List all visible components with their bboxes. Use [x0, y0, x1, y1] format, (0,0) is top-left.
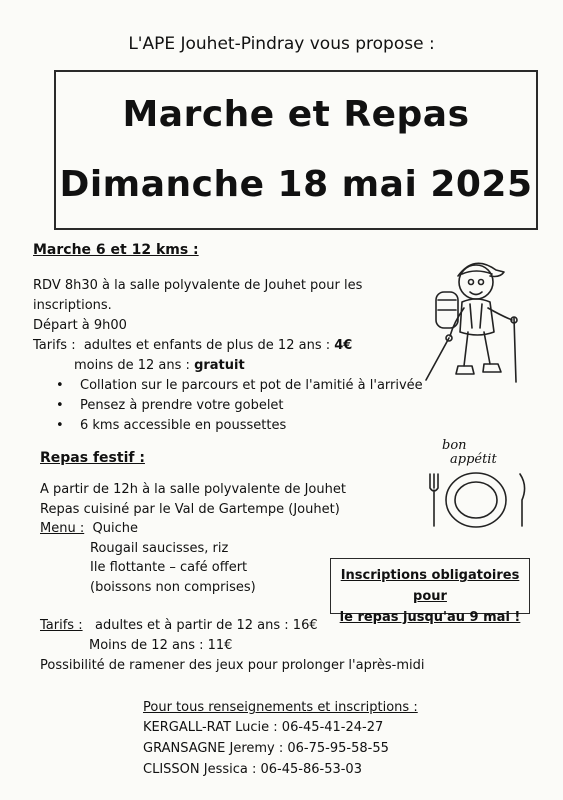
inscriptions-note-line2: le repas jusqu'au 9 mai !	[339, 610, 521, 625]
repas-tarif-child: Moins de 12 ans : 11€	[89, 638, 233, 653]
contact-person: CLISSON Jessica : 06-45-86-53-03	[143, 762, 362, 777]
contact-person: GRANSAGNE Jeremy : 06-75-95-58-55	[143, 741, 389, 756]
intro-text: L'APE Jouhet-Pindray vous propose :	[128, 34, 435, 54]
title-box	[54, 70, 538, 230]
marche-bullet	[56, 396, 284, 416]
marche-header: Marche 6 et 12 kms :	[33, 242, 199, 258]
repas-header: Repas festif :	[40, 450, 145, 466]
hiker-illustration-icon	[418, 252, 528, 394]
marche-tarif-child-text: moins de 12 ans :	[74, 358, 195, 373]
repas-menu-label	[40, 519, 138, 539]
marche-rdv-line2: inscriptions.	[33, 298, 112, 313]
marche-depart: Départ à 9h00	[33, 318, 127, 333]
title-line-2: Dimanche 18 mai 2025	[59, 164, 533, 205]
marche-bullet	[56, 376, 423, 396]
repas-tarif-adult-text: adultes et à partir de 12 ans : 16€	[94, 618, 318, 633]
contact-person: KERGALL-RAT Lucie : 06-45-41-24-27	[143, 720, 384, 735]
marche-tarif-adult	[33, 336, 352, 356]
bon-appetit-word2: appétit	[450, 452, 497, 467]
marche-bullet-text: Pensez à prendre votre gobelet	[80, 398, 284, 413]
marche-tarif-child-price: gratuit	[194, 358, 245, 373]
marche-tarif-adult-price: 4€	[334, 338, 353, 353]
menu-item: Quiche	[92, 521, 138, 536]
menu-item: (boissons non comprises)	[90, 580, 256, 595]
repas-line1: A partir de 12h à la salle polyvalente de Jouhet	[40, 482, 346, 497]
repas-tarif-adult	[40, 616, 318, 636]
inscriptions-note-line1: Inscriptions obligatoires pour	[340, 568, 520, 604]
marche-bullet-text: Collation sur le parcours et pot de l'amitié à l'arrivée	[80, 378, 423, 393]
marche-bullet-text: 6 kms accessible en poussettes	[80, 418, 287, 433]
title-line-1: Marche et Repas	[122, 94, 470, 135]
bullet-dot: •	[56, 398, 64, 413]
marche-tarifs-label: Tarifs :	[33, 338, 76, 353]
menu-label: Menu :	[40, 521, 85, 536]
repas-tarifs-label: Tarifs :	[40, 618, 83, 633]
marche-bullet	[56, 416, 287, 436]
repas-line2: Repas cuisiné par le Val de Gartempe (Jouhet)	[40, 502, 340, 517]
bon-appetit-word1: bon	[442, 438, 467, 453]
inscriptions-note-box	[330, 558, 530, 625]
repas-jeux: Possibilité de ramener des jeux pour prolonger l'après-midi	[40, 658, 425, 673]
marche-tarif-adult-text: adultes et enfants de plus de 12 ans :	[83, 338, 335, 353]
bon-appetit-illustration	[420, 438, 535, 533]
menu-item: Rougail saucisses, riz	[90, 541, 229, 556]
menu-item: Ile flottante – café offert	[90, 560, 248, 575]
marche-tarif-child	[74, 356, 245, 376]
bullet-dot: •	[56, 418, 64, 433]
bullet-dot: •	[56, 378, 64, 393]
plate-fork-knife-icon	[420, 468, 535, 530]
contacts-header: Pour tous renseignements et inscriptions :	[143, 700, 418, 715]
marche-rdv-line1: RDV 8h30 à la salle polyvalente de Jouhet pour les	[33, 278, 363, 293]
